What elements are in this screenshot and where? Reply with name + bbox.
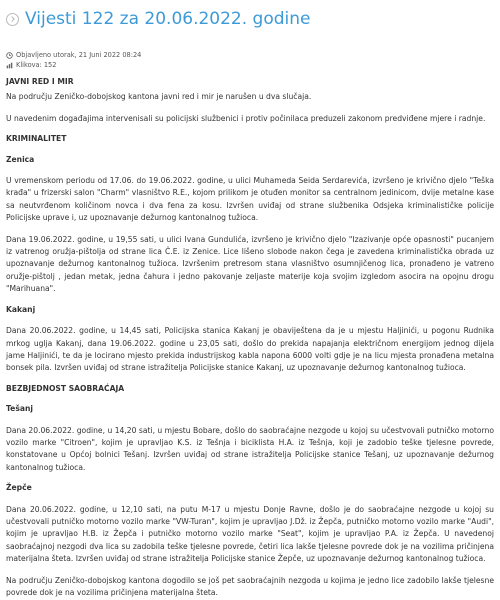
paragraph: U navedenim događajima intervenisali su policijski službenici i protiv počinilaca preduzeli zakonom predviđene mjere i radnje. <box>6 113 486 123</box>
section-heading-public-order: JAVNI RED I MIR <box>6 77 74 86</box>
paragraph: Dana 20.06.2022. godine, u 14,45 sati, Policijska stanica Kakanj je obaviještena da je u mjestu Haljinići, u pogonu Rudnika mrkog uglja Kakanj, dana 19.06.2022. godine u 23,05 sati, došlo do prekida napajanja električnom energijom jednog dijela jame Haljinići, te da je locirano mjesto prekida industrijskog kabla napona 6000 volti gdje je na licu mjesta pronađena metalna bonsek pila. Izvršen uviđaj od strane istražitelja Policijske stanice Kakanj, uz upoznavanje dežurnog kantonalnog tužioca. <box>6 326 494 373</box>
paragraph: Na području Zeničko-dobojskog kantona javni red i mir je narušen u dva slučaja. <box>6 92 312 102</box>
paragraph: Dana 20.06.2022. godine, u 12,10 sati, na putu M-17 u mjestu Donje Ravne, došlo je do saobraćajne nezgode u kojoj su učestvovali putničko motorno vozilo marke "VW-Turan", kojim je upravljao J.Dž. iz Žepča, putničko motorno vozilo marke "Audi", kojim je upravljao H.B. iz Žepča i putničko motorno vozilo marke "Seat", kojim je upravljao P.A. iz Žepča. U navedenoj saobraćajnoj nezgodi dva lica su zadobila teške tjelesne povrede, četiri lica lakše tjelesne povrede dok je na vozilima pričinjena materijalna šteta. Izvršen uviđaj od strane istražitelja Policijske stanice Žepče, uz upoznavanje dežurnog kantonalnog tužioca. <box>6 504 494 564</box>
paragraph: Dana 20.06.2022. godine, u 14,20 sati, u mjestu Bobare, došlo do saobraćajne nezgode u kojoj su učestvovali putničko motorno vozilo marke "Citroen", kojim je upravljao K.S. iz Tešnja i biciklista H.A. iz Tešnja, koji je zadobio teške tjelesne povrede, konstatovane u Općoj bolnici Tešanj. Izvršen uviđaj od strane istražitelja Policijske stanice Tešanj, uz upoznavanje dežurnog kantonalnog tužioca. <box>6 425 494 472</box>
article-body <box>6 76 494 599</box>
paragraph: U vremenskom periodu od 17.06. do 19.06.2022. godine, u ulici Muhameda Seida Serdarevića, izvršeno je krivično djelo "Teška krađa" u frizerski salon "Charm" vlasništvo R.E., kojom prilikom je otuđen monitor sa centralnom jedinicom, dvije metalne kase sa neutvrđenom količinom novca i dva fena za kosu. Izvršen uviđaj od strane službenika Odsjeka kriminalističke policije Policijske uprave i, uz upoznavanje dežurnog kantonalnog tužioca. <box>6 176 494 223</box>
article-meta <box>6 50 494 70</box>
section-heading-crime: KRIMINALITET <box>6 134 67 144</box>
city-heading-zenica: Zenica <box>6 154 35 164</box>
click-count: Klikova: 152 <box>16 61 57 69</box>
title-row <box>6 8 494 30</box>
clock-icon <box>6 52 13 59</box>
check-circle-icon <box>6 13 19 26</box>
published-date: Objavljeno utorak, 21 Juni 2022 08:24 <box>16 51 142 59</box>
chart-icon <box>6 62 13 69</box>
city-heading-tesanj: Tešanj <box>6 404 33 414</box>
clicks-row <box>6 60 494 70</box>
paragraph: Dana 19.06.2022. godine, u 19,55 sati, u ulici Ivana Gundulića, izvršeno je krivično djelo "Izazivanje opće opasnosti" pucanjem iz vatrenog oružja-pištolja od strane lica Č.E. iz Zenice. Lice lišeno slobode nakon čega je zavedena kriminalistička obrada uz upoznavanje dežurnog kantonalnog tužioca. Izvršenim pretresom stana vlasništvo osumnjičenog lica, pronađeno je vatreno oružje-pištolj , jedan metak, jedna čahura i jedno pakovanje zeljaste materije koja svojim izgledom asocira na opojnu drogu "Marihuana". <box>6 234 494 294</box>
city-heading-kakanj: Kakanj <box>6 304 36 314</box>
paragraph: Na području Zeničko-dobojskog kantona dogodilo se još pet saobraćajnih nezgoda u kojima je jedno lice zadobilo lakše tjelesne povrede dok je na vozilima pričinjena materijalna šteta. <box>6 575 494 597</box>
section-heading-traffic: BEZBJEDNOST SAOBRAĆAJA <box>6 383 125 393</box>
page-title: Vijesti 122 za 20.06.2022. godine <box>25 9 311 29</box>
published-row <box>6 50 494 60</box>
city-heading-zepce: Žepče <box>6 483 32 493</box>
